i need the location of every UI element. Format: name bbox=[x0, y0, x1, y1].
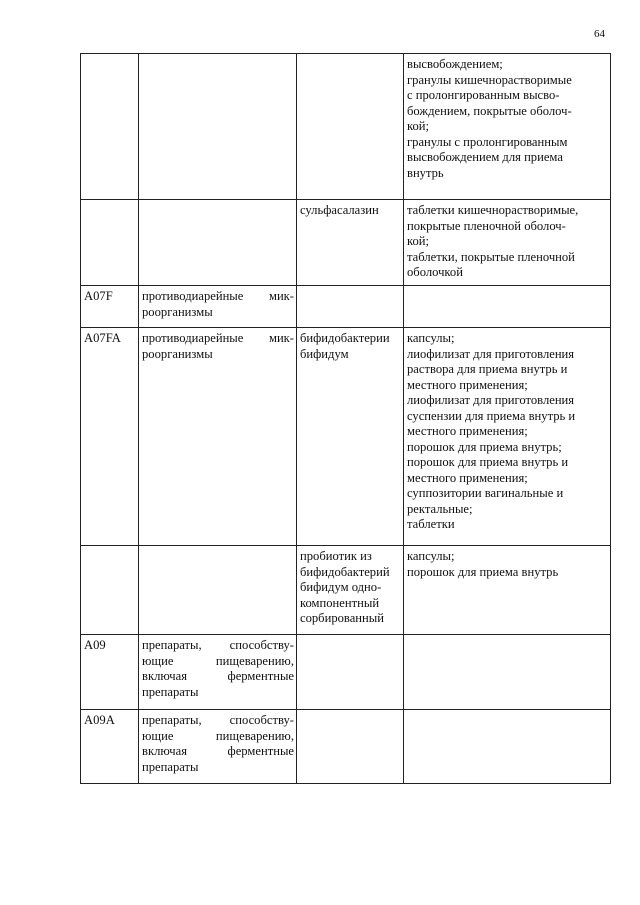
table-row bbox=[81, 328, 611, 546]
table-row bbox=[81, 286, 611, 328]
atc-code-cell bbox=[81, 54, 139, 200]
drug-name-cell bbox=[297, 328, 404, 546]
group-name-line: ющие пищеварению, bbox=[142, 728, 294, 743]
drug-name-line: сульфасалазин bbox=[300, 203, 379, 217]
dosage-forms-line: таблетки bbox=[407, 517, 455, 531]
dosage-forms-line: лиофилизат для приготовления bbox=[407, 393, 575, 407]
dosage-forms-line: порошок для приема внутрь; bbox=[407, 439, 562, 454]
dosage-forms-line: с пролонгированным высво- bbox=[407, 88, 560, 102]
group-name-line: ющие пищеварению, bbox=[142, 653, 294, 668]
group-name-line: препараты, способству- bbox=[142, 638, 294, 652]
dosage-forms-line: местного применения; bbox=[407, 377, 528, 392]
atc-code-cell bbox=[81, 710, 139, 784]
drug-name-cell bbox=[297, 635, 404, 710]
table-row bbox=[81, 710, 611, 784]
atc-code-text: A07FA bbox=[84, 331, 121, 345]
atc-code-cell bbox=[81, 635, 139, 710]
group-name-cell bbox=[139, 710, 297, 784]
atc-code-text: A07F bbox=[84, 289, 113, 303]
group-name-line: включая ферментные bbox=[142, 744, 294, 758]
dosage-forms-line: кой; bbox=[407, 119, 430, 133]
drug-name-cell bbox=[297, 54, 404, 200]
dosage-forms-line: кой; bbox=[407, 234, 430, 248]
group-name-line: противодиарейные мик- bbox=[142, 331, 294, 345]
group-name-line: препараты bbox=[142, 684, 199, 699]
dosage-forms-line: таблетки кишечнорастворимые, bbox=[407, 203, 579, 217]
group-name-cell bbox=[139, 635, 297, 710]
dosage-forms-line: гранулы с пролонгированным bbox=[407, 134, 568, 149]
table-row bbox=[81, 54, 611, 200]
dosage-forms-line: порошок для приема внутрь и bbox=[407, 455, 569, 469]
dosage-forms-line: внутрь bbox=[407, 165, 444, 180]
drug-table bbox=[80, 53, 611, 784]
dosage-forms-line: ректальные; bbox=[407, 501, 473, 516]
dosage-forms-line: порошок для приема внутрь bbox=[407, 564, 559, 579]
group-name-cell bbox=[139, 328, 297, 546]
dosage-forms-line: капсулы; bbox=[407, 549, 455, 563]
group-name-line: роорганизмы bbox=[142, 304, 213, 319]
dosage-forms-line: суспензии для приема внутрь и bbox=[407, 408, 576, 423]
group-name-cell bbox=[139, 286, 297, 328]
page-number: 64 bbox=[594, 28, 605, 40]
dosage-forms-cell bbox=[404, 286, 611, 328]
drug-name-line: сорбированный bbox=[300, 611, 384, 625]
drug-name-cell bbox=[297, 286, 404, 328]
dosage-forms-line: покрытые пленочной оболоч- bbox=[407, 218, 566, 233]
group-name-cell bbox=[139, 54, 297, 200]
dosage-forms-line: высвобождением для приема bbox=[407, 150, 563, 164]
group-name-line: роорганизмы bbox=[142, 346, 213, 361]
drug-name-line: бифидум bbox=[300, 346, 349, 361]
dosage-forms-cell bbox=[404, 546, 611, 635]
dosage-forms-line: таблетки, покрытые пленочной bbox=[407, 249, 575, 264]
drug-name-cell bbox=[297, 710, 404, 784]
group-name-cell bbox=[139, 546, 297, 635]
table-row bbox=[81, 200, 611, 286]
dosage-forms-line: гранулы кишечнорастворимые bbox=[407, 72, 572, 87]
atc-code-cell bbox=[81, 286, 139, 328]
group-name-cell bbox=[139, 200, 297, 286]
table-body bbox=[81, 54, 611, 784]
group-name-line: препараты, способству- bbox=[142, 713, 294, 727]
drug-name-cell bbox=[297, 546, 404, 635]
dosage-forms-line: местного применения; bbox=[407, 424, 528, 438]
atc-code-text: A09A bbox=[84, 713, 115, 727]
group-name-line: препараты bbox=[142, 759, 199, 774]
group-name-line: противодиарейные мик- bbox=[142, 289, 294, 303]
dosage-forms-line: высвобождением; bbox=[407, 57, 503, 71]
dosage-forms-line: капсулы; bbox=[407, 331, 455, 345]
dosage-forms-cell bbox=[404, 54, 611, 200]
dosage-forms-line: суппозитории вагинальные и bbox=[407, 486, 564, 500]
dosage-forms-cell bbox=[404, 328, 611, 546]
dosage-forms-cell bbox=[404, 635, 611, 710]
drug-name-line: пробиотик из bbox=[300, 549, 372, 563]
dosage-forms-line: бождением, покрытые оболоч- bbox=[407, 103, 572, 118]
dosage-forms-line: лиофилизат для приготовления bbox=[407, 346, 575, 361]
group-name-line: включая ферментные bbox=[142, 669, 294, 683]
atc-code-cell bbox=[81, 546, 139, 635]
drug-name-line: бифидобактерии bbox=[300, 331, 390, 345]
drug-name-line: бифидобактерий bbox=[300, 564, 390, 579]
dosage-forms-line: раствора для приема внутрь и bbox=[407, 362, 568, 376]
drug-name-cell bbox=[297, 200, 404, 286]
dosage-forms-cell bbox=[404, 710, 611, 784]
table-row bbox=[81, 546, 611, 635]
dosage-forms-line: оболочкой bbox=[407, 265, 463, 279]
dosage-forms-cell bbox=[404, 200, 611, 286]
dosage-forms-line: местного применения; bbox=[407, 470, 528, 485]
drug-name-line: компонентный bbox=[300, 595, 380, 610]
drug-name-line: бифидум одно- bbox=[300, 580, 382, 594]
atc-code-cell bbox=[81, 200, 139, 286]
atc-code-text: A09 bbox=[84, 638, 106, 652]
atc-code-cell bbox=[81, 328, 139, 546]
table-row bbox=[81, 635, 611, 710]
